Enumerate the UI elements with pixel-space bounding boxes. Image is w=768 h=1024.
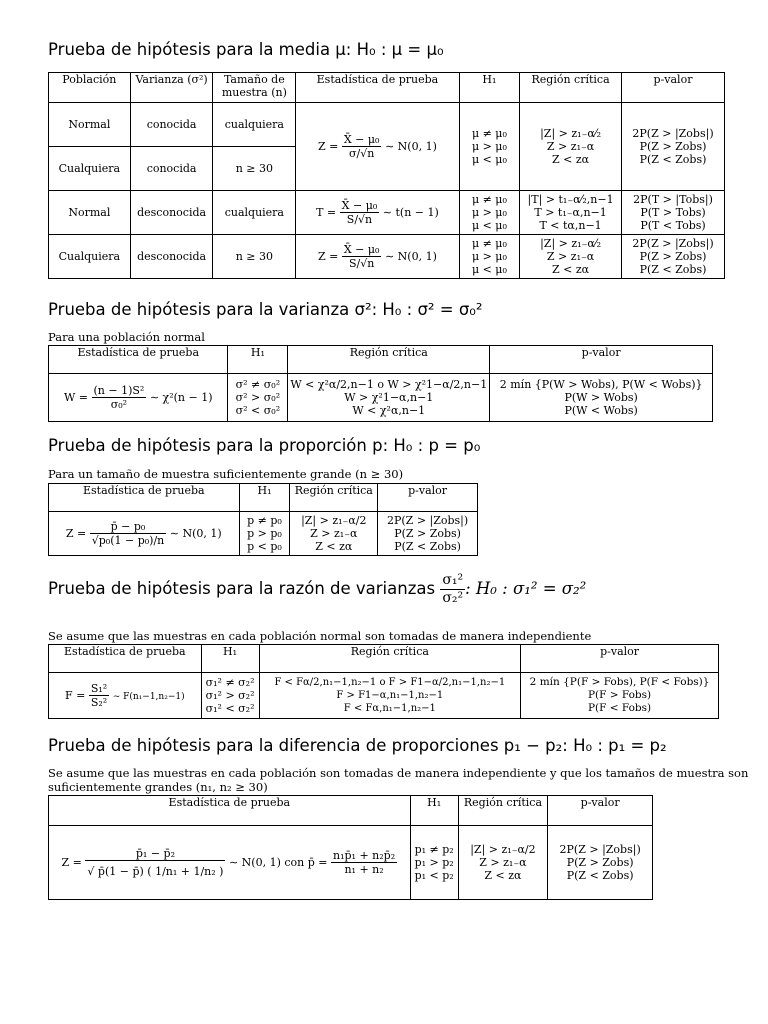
cell-poblacion: Normal [49,191,131,235]
header-pvalor: p-valor [622,73,725,103]
cell-poblacion: Cualquiera [49,147,131,191]
stat-z-diferencia: Z = $\frac{\text{p̄₁ − p̄₂}}{\text{√ p̄(1 − p̄) ( 1/n₁ + 1/n₂ )}}$ ∼ N(0, 1) con p̄ = $\frac{\text{n₁p̄₁ + n₂p̄₂}}{\text{n₁ + n₂}}$ [49,826,411,900]
header-pvalor: p-valor [548,796,653,826]
pvalue-cell: 2P(Z > |Zobs|) P(Z > Zobs) P(Z < Zobs) [378,512,478,556]
cell-tamano: n ≥ 30 [213,235,296,279]
title-frac-num: σ₁² [442,572,464,588]
title-tail: : H₀ : σ₁² = σ₂² [465,579,587,598]
table-proporcion [48,483,478,556]
cell-poblacion: Cualquiera [49,235,131,279]
header-h1: H₁ [459,73,519,103]
h1-cell: μ ≠ μ₀ μ > μ₀ μ < μ₀ [459,191,519,235]
header-h1: H₁ [239,484,290,512]
section-title-proporcion: Prueba de hipótesis para la proporción p: H₀ : p = p₀ [48,436,481,455]
header-estadistica: Estadística de prueba [49,796,411,826]
pvalue-cell: 2P(Z > |Zobs|) P(Z > Zobs) P(Z < Zobs) [548,826,653,900]
stat-z-known: Z = $\frac{\text{X̄ − μ₀}}{\sigma/√n}$ ∼ N(0, 1) [296,103,459,191]
title-text: Prueba de hipótesis para la razón de varianzas [48,579,436,598]
pvalue-cell: 2P(Z > |Zobs|) P(Z > Zobs) P(Z < Zobs) [622,235,725,279]
cell-varianza: conocida [130,103,213,147]
cell-varianza: conocida [130,147,213,191]
stat-t: T = $\frac{\text{X̄ − μ₀}}{S/√n}$ ∼ t(n − 1) [296,191,459,235]
note-razon: Se asume que las muestras en cada población normal son tomadas de manera independiente [48,629,592,643]
header-tamano: Tamaño de muestra (n) [213,73,296,103]
section-title-diferencia: Prueba de hipótesis para la diferencia de proporciones p₁ − p₂: H₀ : p₁ = p₂ [48,736,667,755]
region-cell: |Z| > z₁₋α/2 Z > z₁₋α Z < zα [458,826,548,900]
stat-f: F = $\frac{\text{S₁²}}{\text{S₂²}}$ ∼ F(n₁−1,n₂−1) [49,673,202,719]
note-proporcion: Para un tamaño de muestra suficientemente grande (n ≥ 30) [48,467,404,481]
title-frac-den: σ₂² [442,590,464,606]
h1-cell: σ₁² ≠ σ₂² σ₁² > σ₂² σ₁² < σ₂² [201,673,259,719]
table-razon [48,644,719,719]
header-region: Región crítica [520,73,622,103]
pvalue-cell: 2P(T > |Tobs|) P(T > Tobs) P(T < Tobs) [622,191,725,235]
h1-cell: μ ≠ μ₀ μ > μ₀ μ < μ₀ [459,235,519,279]
cell-tamano: n ≥ 30 [213,147,296,191]
stat-z-proporcion: Z = $\frac{\text{p̄ − p₀}}{\text{√p₀(1 − p₀)/n}}$ ∼ N(0, 1) [49,512,240,556]
table-media [48,72,725,279]
region-cell: |T| > t₁₋α⁄₂,n−1 T > t₁₋α,n−1 T < tα,n−1 [520,191,622,235]
header-h1: H₁ [228,346,288,374]
cell-tamano: cualquiera [213,191,296,235]
h1-cell: p ≠ p₀ p > p₀ p < p₀ [239,512,290,556]
note-varianza: Para una población normal [48,330,205,344]
region-cell: F < Fα/2,n₁−1,n₂−1 o F > F1−α/2,n₁−1,n₂−1 F > F1−α,n₁−1,n₂−1 F < Fα,n₁−1,n₂−1 [259,673,521,719]
note-diferencia-2: suficientemente grandes (n₁, n₂ ≥ 30) [48,780,268,794]
header-estadistica: Estadística de prueba [49,484,240,512]
region-cell: |Z| > z₁₋α⁄₂ Z > z₁₋α Z < zα [520,235,622,279]
region-cell: |Z| > z₁₋α⁄₂ Z > z₁₋α Z < zα [520,103,622,191]
pvalue-cell: 2 mín {P(F > Fobs), P(F < Fobs)} P(F > Fobs) P(F < Fobs) [521,673,719,719]
section-title-media: Prueba de hipótesis para la media μ: H₀ : μ = μ₀ [48,40,444,59]
header-poblacion: Población [49,73,131,103]
h1-cell: p₁ ≠ p₂ p₁ > p₂ p₁ < p₂ [410,826,458,900]
section-title-varianza: Prueba de hipótesis para la varianza σ²: H₀ : σ² = σ₀² [48,300,483,319]
header-region: Región crítica [458,796,548,826]
header-pvalor: p-valor [378,484,478,512]
table-diferencia [48,795,653,900]
header-region: Región crítica [290,484,378,512]
cell-varianza: desconocida [130,235,213,279]
cell-poblacion: Normal [49,103,131,147]
header-pvalor: p-valor [521,645,719,673]
section-title-razon [48,572,586,607]
cell-varianza: desconocida [130,191,213,235]
cell-tamano: cualquiera [213,103,296,147]
h1-cell: σ² ≠ σ₀² σ² > σ₀² σ² < σ₀² [228,374,288,422]
pvalue-cell: 2 mín {P(W > Wobs), P(W < Wobs)} P(W > Wobs) P(W < Wobs) [490,374,713,422]
stat-w: W = $\frac{\text{(n − 1)S²}}{\text{σ₀²}}$ ∼ χ²(n − 1) [49,374,228,422]
note-diferencia-1: Se asume que las muestras en cada población son tomadas de manera independiente y que los tamaños de muestra son [48,766,749,780]
stat-z-unknown: Z = $\frac{\text{X̄ − μ₀}}{S/√n}$ ∼ N(0, 1) [296,235,459,279]
header-estadistica: Estadística de prueba [49,346,228,374]
pvalue-cell: 2P(Z > |Zobs|) P(Z > Zobs) P(Z < Zobs) [622,103,725,191]
header-region: Región crítica [259,645,521,673]
table-varianza [48,345,713,422]
header-pvalor: p-valor [490,346,713,374]
h1-cell: μ ≠ μ₀ μ > μ₀ μ < μ₀ [459,103,519,191]
header-h1: H₁ [201,645,259,673]
header-varianza: Varianza (σ²) [130,73,213,103]
region-cell: W < χ²α/2,n−1 o W > χ²1−α/2,n−1 W > χ²1−α,n−1 W < χ²α,n−1 [288,374,490,422]
header-h1: H₁ [410,796,458,826]
header-estadistica: Estadística de prueba [296,73,459,103]
header-estadistica: Estadística de prueba [49,645,202,673]
region-cell: |Z| > z₁₋α/2 Z > z₁₋α Z < zα [290,512,378,556]
header-region: Región crítica [288,346,490,374]
